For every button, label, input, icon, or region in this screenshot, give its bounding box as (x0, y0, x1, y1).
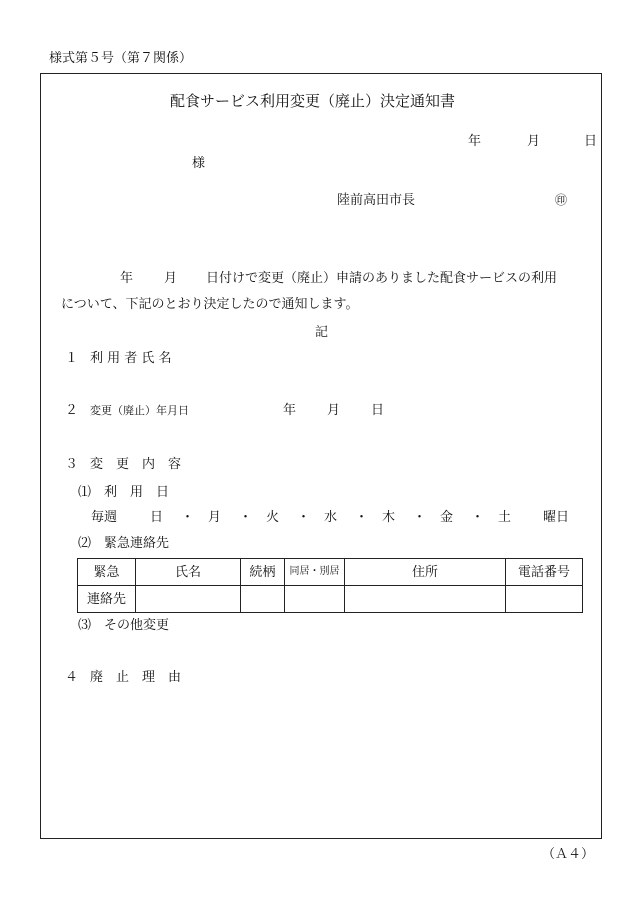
paper-size-note: （Ａ４） (542, 847, 595, 862)
item3-label: 変 更 内 容 (90, 457, 182, 472)
weekday-thu: 木 (382, 510, 396, 525)
seal-mark: ㊞ (555, 193, 568, 207)
date-day: 日 (584, 134, 598, 149)
relation-cell[interactable] (241, 586, 285, 613)
issuer: 陸前高田市長 (337, 193, 416, 208)
name-cell[interactable] (136, 586, 241, 613)
column-header-address: 住所 (345, 559, 506, 586)
body-month: 月 (164, 271, 178, 286)
item1-number: １ (65, 351, 79, 366)
sub2-number: ⑵ (78, 536, 92, 551)
ki-heading: 記 (315, 325, 329, 340)
recipient-suffix: 様 (192, 156, 206, 171)
weekday-mon: 月 (208, 510, 222, 525)
weekday-separator: ・ (181, 510, 195, 525)
item4-label: 廃 止 理 由 (90, 670, 182, 685)
phone-cell[interactable] (506, 586, 583, 613)
item2-label: 変更（廃止）年月日 (90, 404, 189, 417)
weekday-sat: 土 (498, 510, 512, 525)
date-month: 月 (527, 134, 541, 149)
row-header-cell: 緊急 (78, 559, 136, 586)
weekday-wed: 水 (324, 510, 338, 525)
column-header-phone: 電話番号 (506, 559, 583, 586)
sub1-label: 利 用 日 (104, 485, 170, 500)
sub3-number: ⑶ (78, 618, 92, 633)
table-row (78, 586, 583, 613)
weekday-separator: ・ (297, 510, 311, 525)
body-line1-text: 日付けで変更（廃止）申請のありました配食サービスの利用 (206, 271, 558, 286)
date-year: 年 (468, 134, 482, 149)
item3-number: ３ (65, 457, 79, 472)
form-id: 様式第５号（第７関係） (49, 51, 193, 66)
table-header-row (78, 559, 583, 586)
column-header-relation: 続柄 (241, 559, 285, 586)
weekday-suffix: 曜日 (543, 510, 570, 525)
sub3-label: その他変更 (104, 618, 170, 633)
column-header-name: 氏名 (136, 559, 241, 586)
emergency-contact-table (77, 558, 583, 613)
body-line2-text: について、下記のとおり決定したので通知します。 (61, 297, 359, 312)
weekday-separator: ・ (413, 510, 427, 525)
weekday-separator: ・ (355, 510, 369, 525)
item2-day: 日 (371, 403, 385, 418)
item2-month: 月 (327, 403, 341, 418)
sub2-label: 緊急連絡先 (104, 536, 170, 551)
document-title: 配食サービス利用変更（廃止）決定通知書 (170, 92, 456, 110)
sub1-number: ⑴ (78, 485, 92, 500)
address-cell[interactable] (345, 586, 506, 613)
weekly-label: 毎週 (91, 510, 118, 525)
body-year: 年 (120, 271, 134, 286)
column-header-cohabitation: 同居・別居 (285, 559, 345, 586)
cohabitation-cell[interactable] (285, 586, 345, 613)
row-header-cell: 連絡先 (78, 586, 136, 613)
item2-number: ２ (65, 403, 79, 418)
item4-number: ４ (65, 670, 79, 685)
item1-label: 利 用 者 氏 名 (90, 351, 172, 366)
weekday-fri: 金 (440, 510, 454, 525)
weekday-tue: 火 (266, 510, 280, 525)
weekday-sun: 日 (150, 510, 164, 525)
item2-year: 年 (283, 403, 297, 418)
weekday-separator: ・ (239, 510, 253, 525)
document-frame (40, 73, 602, 839)
weekday-separator: ・ (471, 510, 485, 525)
